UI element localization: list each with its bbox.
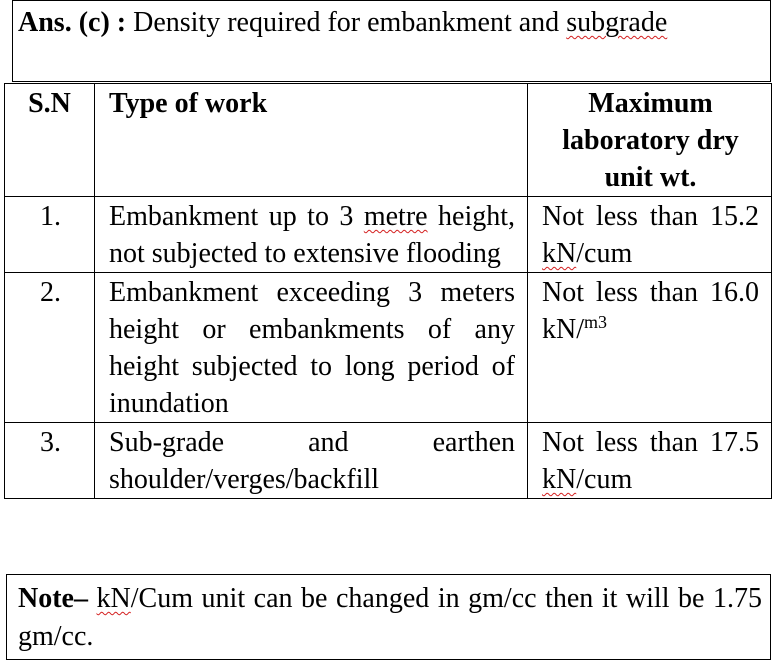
header-max-dry-unit-wt: Maximum laboratory dry unit wt. <box>528 84 772 197</box>
row-sn: 3. <box>5 423 95 499</box>
row-value-text: Not less than 16.0 kN/ <box>542 277 759 345</box>
table-row <box>5 273 772 423</box>
row-value-unit: /cum <box>576 238 633 269</box>
answer-text: Density required for embankment and <box>133 7 560 38</box>
row-value-text: Not less than 15.2 <box>542 201 759 232</box>
row-value <box>528 423 772 499</box>
answer-paragraph <box>18 4 762 42</box>
table-row <box>5 423 772 499</box>
row-value-unit: /cum <box>576 464 633 495</box>
header-type-of-work: Type of work <box>95 84 528 197</box>
row-work: Sub-grade and earthen shoulder/verges/backfill <box>95 423 528 499</box>
note-unit-wavy: kN <box>96 583 131 614</box>
row-work <box>95 197 528 273</box>
note-text: /Cum unit can be changed in gm/cc then it will be 1.75 gm/cc. <box>18 583 762 652</box>
row-sn: 2. <box>5 273 95 423</box>
row-work-wavy: metre <box>363 201 428 232</box>
answer-text-wavy: subgrade <box>566 7 668 38</box>
note-paragraph <box>18 580 762 656</box>
row-value-unit-wavy: kN <box>542 464 577 495</box>
density-table <box>4 83 772 499</box>
header-sn: S.N <box>5 84 95 197</box>
table-row <box>5 197 772 273</box>
row-work-text-2: height, not subjected to extensive flooding <box>109 201 515 269</box>
note-label: Note– <box>18 583 88 614</box>
table-header-row <box>5 84 772 197</box>
row-work-text: Embankment up to 3 <box>109 201 364 232</box>
row-value <box>528 197 772 273</box>
row-sn: 1. <box>5 197 95 273</box>
row-value <box>528 273 772 423</box>
row-value-sup: m3 <box>584 312 608 332</box>
answer-label: Ans. (c) : <box>18 7 127 38</box>
row-value-text: Not less than 17.5 <box>542 427 759 458</box>
row-work: Embankment exceeding 3 meters height or embankments of any height subjected to long period of inundation <box>95 273 528 423</box>
row-value-unit-wavy: kN <box>542 238 577 269</box>
